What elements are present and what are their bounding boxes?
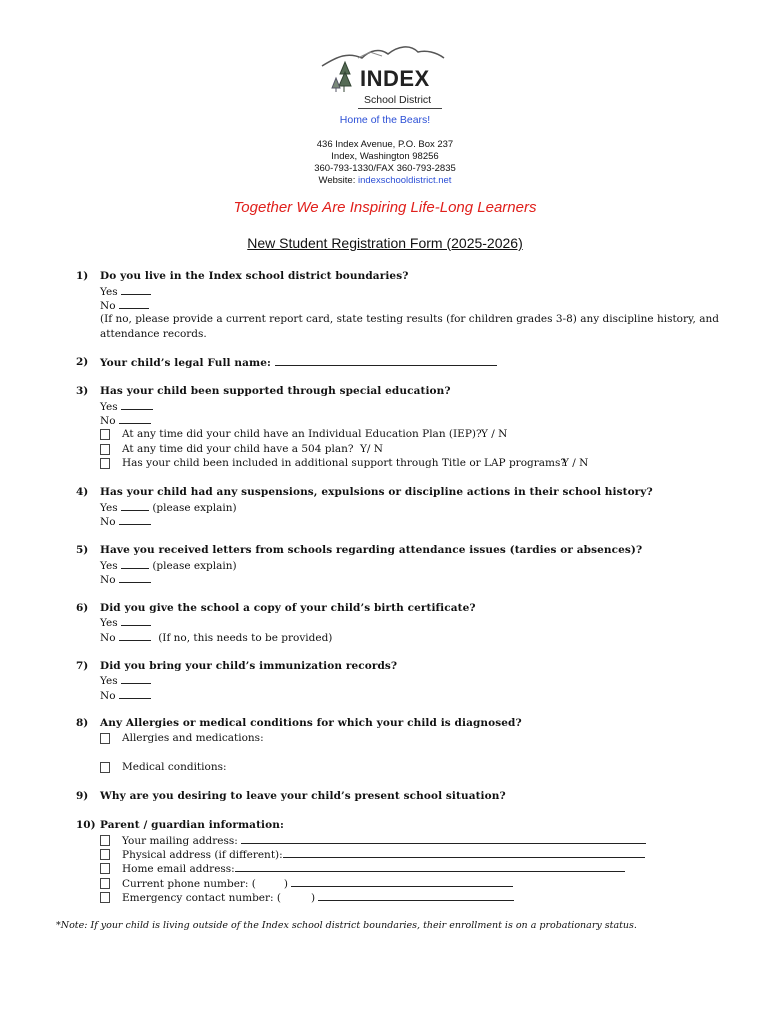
q5-text: Have you received letters from schools regarding attendance issues (tardies or absences)? xyxy=(100,544,643,556)
q3-no-blank[interactable] xyxy=(119,414,151,424)
q3-yes-row xyxy=(100,400,153,413)
q1-yes-row xyxy=(100,285,151,298)
district-logo xyxy=(318,44,448,114)
q6-no-label: No xyxy=(100,632,116,644)
q7-yes-blank[interactable] xyxy=(121,674,151,684)
q3-item-iep xyxy=(100,428,110,440)
q4-yes-row xyxy=(100,501,237,514)
phone-field[interactable] xyxy=(291,877,513,887)
q4-text: Has your child had any suspensions, expulsions or discipline actions in their school history? xyxy=(100,486,653,498)
q10-phone-box xyxy=(100,877,110,889)
q8-text: Any Allergies or medical conditions for which your child is diagnosed? xyxy=(100,717,522,729)
q10-emergency-row xyxy=(122,891,514,904)
logo-subtitle: School District xyxy=(364,94,432,106)
q3-text: Has your child been supported through special education? xyxy=(100,385,451,397)
q8-medical-label: Medical conditions: xyxy=(122,761,227,773)
checkbox-iep[interactable] xyxy=(100,429,110,440)
q10-number: 10) xyxy=(76,819,96,831)
email-field[interactable] xyxy=(235,862,625,872)
q3-item-title-yn[interactable]: Y / N xyxy=(562,457,589,469)
tagline: Home of the Bears! xyxy=(339,114,431,126)
q6-yes-blank[interactable] xyxy=(121,616,151,626)
q5-number: 5) xyxy=(76,544,89,556)
q5-yes-row xyxy=(100,559,237,572)
q6-yes-label: Yes xyxy=(100,617,118,629)
q7-no-blank[interactable] xyxy=(119,689,151,699)
q8-medical-box xyxy=(100,761,110,773)
q6-number: 6) xyxy=(76,602,89,614)
logo-name: INDEX xyxy=(360,66,430,91)
q5-no-label: No xyxy=(100,574,116,586)
checkbox-emergency[interactable] xyxy=(100,892,110,903)
q1-no-blank[interactable] xyxy=(119,299,149,309)
checkbox-504[interactable] xyxy=(100,444,110,455)
q6-text: Did you give the school a copy of your child’s birth certificate? xyxy=(100,602,476,614)
checkbox-mailing[interactable] xyxy=(100,835,110,846)
q1-note-line1: (If no, please provide a current report card, state testing results (for children grades 3-8) any discipline history, and xyxy=(100,313,719,325)
q7-no-row xyxy=(100,689,151,702)
q4-number: 4) xyxy=(76,486,89,498)
q10-emergency-box xyxy=(100,891,110,903)
q7-yes-row xyxy=(100,674,151,687)
q6-no-note: (If no, this needs to be provided) xyxy=(158,632,333,644)
logo-underline xyxy=(358,108,442,109)
q7-no-label: No xyxy=(100,690,116,702)
q3-no-label: No xyxy=(100,415,116,427)
q3-item-iep-yn[interactable]: Y / N xyxy=(481,428,508,440)
phone-paren-close: ) xyxy=(283,878,289,890)
q7-number: 7) xyxy=(76,660,89,672)
q10-email-row xyxy=(122,862,625,875)
q10-mailing-row xyxy=(122,834,646,847)
checkbox-email[interactable] xyxy=(100,863,110,874)
address-line-1: 436 Index Avenue, P.O. Box 237 xyxy=(316,139,454,150)
q4-yes-note: (please explain) xyxy=(152,502,237,514)
footnote: *Note: If your child is living outside of the Index school district boundaries, their enrollment is on a probationary status. xyxy=(56,920,637,931)
address-line-2: Index, Washington 98256 xyxy=(331,151,439,162)
q8-allergies-label: Allergies and medications: xyxy=(122,732,264,744)
q1-text: Do you live in the Index school district boundaries? xyxy=(100,270,409,282)
q1-note-line2: attendance records. xyxy=(100,328,207,340)
q5-no-blank[interactable] xyxy=(119,573,151,583)
q1-no-label: No xyxy=(100,300,116,312)
q2-number: 2) xyxy=(76,356,89,368)
q10-phone-row xyxy=(122,877,513,890)
website-link[interactable]: indexschooldistrict.net xyxy=(357,175,452,186)
q5-yes-note: (please explain) xyxy=(152,560,237,572)
q1-number: 1) xyxy=(76,270,89,282)
email-label: Home email address: xyxy=(122,863,235,875)
checkbox-medical[interactable] xyxy=(100,762,110,773)
mailing-address-field[interactable] xyxy=(241,834,646,844)
q7-text: Did you bring your child’s immunization records? xyxy=(100,660,398,672)
q2-row xyxy=(100,356,497,369)
q5-yes-blank[interactable] xyxy=(121,559,149,569)
emergency-paren-close: ) xyxy=(311,892,316,904)
q3-item-504 xyxy=(100,443,110,455)
q3-yes-blank[interactable] xyxy=(121,400,153,410)
q3-number: 3) xyxy=(76,385,89,397)
q3-item-504-yn[interactable]: Y/ N xyxy=(360,443,383,455)
emergency-field[interactable] xyxy=(318,891,514,901)
q3-item-title xyxy=(100,457,110,469)
q3-no-row xyxy=(100,414,151,427)
q4-yes-label: Yes xyxy=(100,502,118,514)
checkbox-phone[interactable] xyxy=(100,878,110,889)
q1-yes-label: Yes xyxy=(100,286,118,298)
checkbox-title-lap[interactable] xyxy=(100,458,110,469)
q7-yes-label: Yes xyxy=(100,675,118,687)
q4-no-label: No xyxy=(100,516,116,528)
q9-number: 9) xyxy=(76,790,89,802)
q10-email-box xyxy=(100,862,110,874)
physical-address-field[interactable] xyxy=(283,848,645,858)
child-name-field[interactable] xyxy=(275,356,497,366)
q10-physical-row xyxy=(122,848,645,861)
q4-no-blank[interactable] xyxy=(119,515,151,525)
checkbox-physical[interactable] xyxy=(100,849,110,860)
q4-yes-blank[interactable] xyxy=(121,501,149,511)
website-line xyxy=(0,175,770,186)
physical-label: Physical address (if different): xyxy=(122,849,283,861)
q3-item-504-text: At any time did your child have a 504 plan? xyxy=(122,443,354,455)
motto: Together We Are Inspiring Life-Long Learners xyxy=(233,199,537,216)
checkbox-allergies[interactable] xyxy=(100,733,110,744)
q8-allergies-box xyxy=(100,732,110,744)
q10-physical-box xyxy=(100,848,110,860)
q3-item-iep-text: At any time did your child have an Individual Education Plan (IEP)? xyxy=(122,428,482,440)
emergency-label: Emergency contact number: ( xyxy=(122,892,281,904)
q3-item-title-text: Has your child been included in additional support through Title or LAP programs? xyxy=(122,457,566,469)
q6-yes-row xyxy=(100,616,151,629)
q5-yes-label: Yes xyxy=(100,560,118,572)
phone-label: Current phone number: ( xyxy=(122,878,256,890)
q1-yes-blank[interactable] xyxy=(121,285,151,295)
q3-yes-label: Yes xyxy=(100,401,118,413)
mailing-label: Your mailing address: xyxy=(122,835,238,847)
q10-mailing-box xyxy=(100,834,110,846)
q8-number: 8) xyxy=(76,717,89,729)
q10-text: Parent / guardian information: xyxy=(100,819,284,831)
q9-text: Why are you desiring to leave your child’s present school situation? xyxy=(100,790,506,802)
q4-no-row xyxy=(100,515,151,528)
q6-no-blank[interactable] xyxy=(119,631,151,641)
phone-fax: 360-793-1330/FAX 360-793-2835 xyxy=(314,163,456,174)
website-label: Website: xyxy=(318,175,358,186)
q6-no-row xyxy=(100,631,332,644)
form-title: New Student Registration Form (2025-2026) xyxy=(247,235,523,251)
q1-no-row xyxy=(100,299,149,312)
q2-text: Your child’s legal Full name: xyxy=(100,357,271,369)
q5-no-row xyxy=(100,573,151,586)
